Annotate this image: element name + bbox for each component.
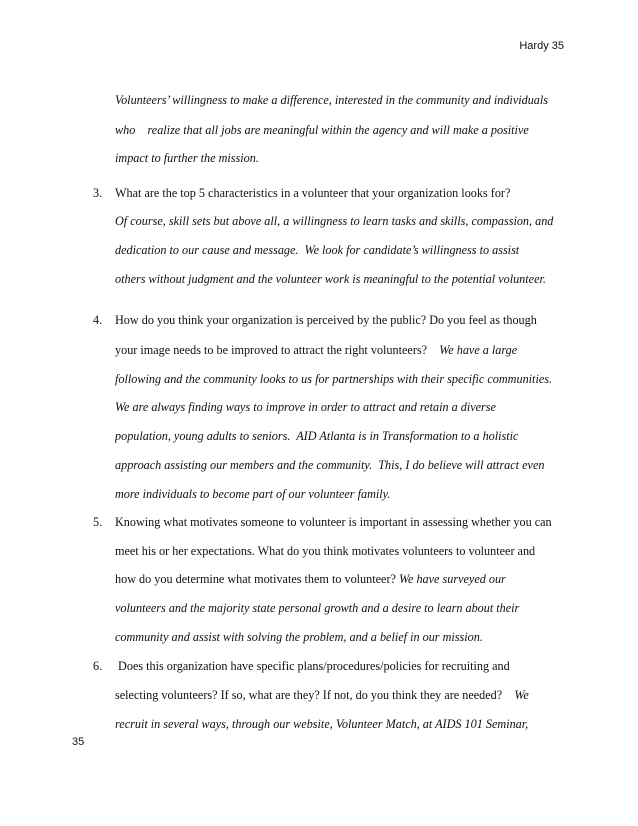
answer-text: We are always finding ways to improve in order to attract and retain a diverse — [115, 400, 496, 414]
answer-text: volunteers and the majority state personal growth and a desire to learn about their — [115, 601, 520, 615]
answer-text: following and the community looks to us for partnerships with their specific communities. — [115, 372, 553, 386]
text-line — [115, 400, 496, 415]
answer-text: We have surveyed our — [398, 572, 506, 586]
text-line — [115, 151, 259, 166]
text-line — [115, 313, 537, 328]
list-number: 4. — [93, 313, 103, 327]
answer-text: who realize that all jobs are meaningful within the agency and will make a positive — [115, 123, 529, 137]
text-line — [115, 572, 506, 587]
question-text: Does this organization have specific plans/procedures/policies for recruiting and — [115, 659, 510, 673]
answer-text: recruit in several ways, through our website, Volunteer Match, at AIDS 101 Seminar, — [115, 717, 529, 731]
question-text: How do you think your organization is perceived by the public? Do you feel as though — [115, 313, 537, 327]
text-line — [115, 717, 528, 732]
text-line — [115, 214, 553, 229]
text-line — [115, 343, 517, 358]
list-number: 3. — [93, 186, 103, 200]
text-line — [115, 659, 510, 674]
text-line — [115, 372, 552, 387]
question-text: selecting volunteers? If so, what are they? If not, do you think they are needed? — [115, 688, 515, 702]
running-head: Hardy 35 — [519, 40, 564, 52]
question-text: Knowing what motivates someone to volunteer is important in assessing whether you can — [115, 515, 552, 529]
answer-text: population, young adults to seniors. AID Atlanta is in Transformation to a holistic — [115, 429, 519, 443]
text-line — [115, 688, 529, 703]
text-line — [115, 123, 529, 138]
text-line — [115, 515, 552, 530]
text-line — [115, 487, 390, 502]
answer-text: others without judgment and the volunteer work is meaningful to the potential volunteer. — [115, 272, 546, 286]
question-text: how do you determine what motivates them to volunteer? — [115, 572, 399, 586]
answer-text: We have a large — [439, 343, 518, 357]
answer-text: dedication to our cause and message. We look for candidate’s willingness to assist — [115, 243, 520, 257]
answer-text: more individuals to become part of our volunteer family. — [115, 487, 391, 501]
text-line — [115, 458, 544, 473]
question-text: your image needs to be improved to attract the right volunteers? — [115, 343, 440, 357]
answer-text: community and assist with solving the problem, and a belief in our mission. — [115, 630, 483, 644]
text-line — [115, 429, 518, 444]
text-line — [115, 601, 519, 616]
question-text: What are the top 5 characteristics in a volunteer that your organization looks for? — [115, 186, 511, 200]
answer-text: impact to further the mission. — [115, 151, 259, 165]
page-number: 35 — [72, 736, 85, 748]
text-line — [115, 186, 510, 201]
text-line — [115, 243, 519, 258]
list-number: 5. — [93, 515, 103, 529]
answer-text: Volunteers’ willingness to make a difference, interested in the community and individuals — [115, 93, 549, 107]
text-line — [115, 630, 483, 645]
text-line — [115, 272, 546, 287]
answer-text: We — [514, 688, 529, 702]
question-text: meet his or her expectations. What do you think motivates volunteers to volunteer and — [115, 544, 536, 558]
text-line — [115, 93, 548, 108]
answer-text: approach assisting our members and the community. This, I do believe will attract even — [115, 458, 545, 472]
text-line — [115, 544, 535, 559]
list-number: 6. — [93, 659, 103, 673]
answer-text: Of course, skill sets but above all, a willingness to learn tasks and skills, compassion, and — [115, 214, 554, 228]
